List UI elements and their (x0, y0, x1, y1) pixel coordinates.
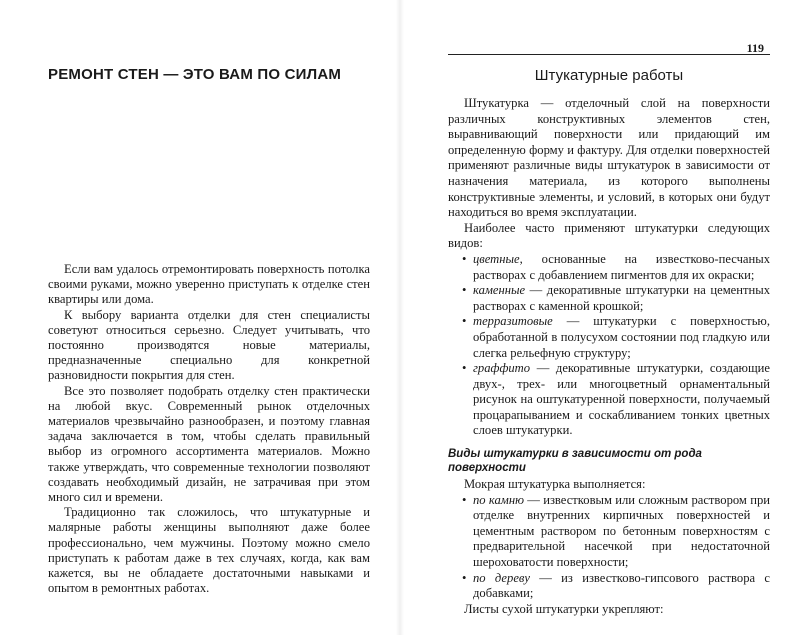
paragraph: К выбору варианта отделки для стен специалисты советуют относиться серьезно. Следует учитывать, что постоянно производятся новые материалы, предназначенные специально для конкретной разновидности покрытия для стен. (48, 307, 370, 383)
list-item-text: — известковым или сложным раствором при отделке внутренних кирпичных поверхностей и цементным раствором по бетонным поверхностям с предварительной насечкой при недостаточной шероховатости поверхности; (473, 492, 771, 570)
list-item-term: по камню (473, 492, 524, 507)
paragraph: Мокрая штукатурка выполняется: (464, 477, 646, 492)
plaster-types-list (448, 252, 770, 439)
list-item (462, 252, 770, 283)
list-item-text: — штукатурки с поверхностью, обработанной в полусухом состоянии под гладкую или слегка рельефную структуру; (473, 314, 770, 360)
list-item-term: по дереву (473, 570, 530, 585)
list-item-term: каменные (473, 283, 526, 298)
paragraph: Все это позволяет подобрать отделку стен практически на любой вкус. Современный рынок отделочных материалов чрезвычайно разнообразен, и поэтому главная задача заключается в том, чтобы сделать правильный выбор из огромного ассортимента материалов. Можно также утверждать, что современные технологии позволяют создавать необходимый дизайн, не затрачивая при этом много сил и времени. (48, 383, 370, 505)
paragraph: Традиционно так сложилось, что штукатурные и малярные работы женщины выполняют даже более профессионально, чем мужчины. Поэтому можно смело приступать к работам даже в тех случаях, когда, как вам кажется, вы не обладаете достаточными навыками и опытом в ремонтных работах. (48, 505, 370, 596)
list-item-text: — декоративные штукатурки, создающие двух-, трех- или многоцветный орнаментальный рисунок на оштукатуренной поверхности, получаемый процарапыванием и соскабливанием тонких цветных слоев штукатурки. (473, 361, 770, 438)
list-item-term: граффито (473, 361, 531, 376)
list-item (462, 361, 770, 439)
left-body-text (48, 262, 370, 596)
list-item-term: цветные (473, 251, 520, 266)
list-item (462, 314, 770, 361)
list-item-text: — из известково-гипсового раствора с добавками; (473, 570, 770, 601)
chapter-title: РЕМОНТ СТЕН — ЭТО ВАМ ПО СИЛАМ (48, 66, 342, 83)
paragraph: Наиболее часто применяют штукатурки следующих видов: (448, 220, 770, 251)
subheading: Виды штукатурки в зависимости от рода поверхности (448, 448, 702, 475)
list-item-text: , основанные на известково-песчаных растворах с добавлением пигментов для их окраски; (473, 251, 770, 282)
page-number: 119 (746, 41, 764, 55)
list-item (462, 493, 770, 571)
paragraph: Если вам удалось отремонтировать поверхность потолка своими руками, можно уверенно приступать к отделке стен квартиры или дома. (48, 262, 370, 307)
list-item-text: — декоративные штукатурки на цементных растворах с каменной крошкой; (473, 283, 770, 313)
right-body-text (448, 96, 770, 617)
wet-plaster-list (448, 493, 770, 602)
list-item (462, 571, 770, 602)
section-title: Штукатурные работы (534, 67, 684, 84)
list-item-term: терразитовые (473, 314, 553, 329)
paragraph: Штукатурка — отделочный слой на поверхности различных конструктивных элементов стен, выравнивающий поверхности или придающий им определенную форму и фактуру. Для отделки поверхностей применяют различные виды штукатурок в зависимости от назначения материала, из которого выполнены конструктивные элементы, и условий, в которых они будут находиться во время эксплуатации. (448, 96, 770, 220)
paragraph: Листы сухой штукатурки укрепляют: (464, 601, 664, 616)
right-page (400, 0, 800, 635)
header-rule (448, 54, 770, 55)
list-item (462, 283, 770, 314)
